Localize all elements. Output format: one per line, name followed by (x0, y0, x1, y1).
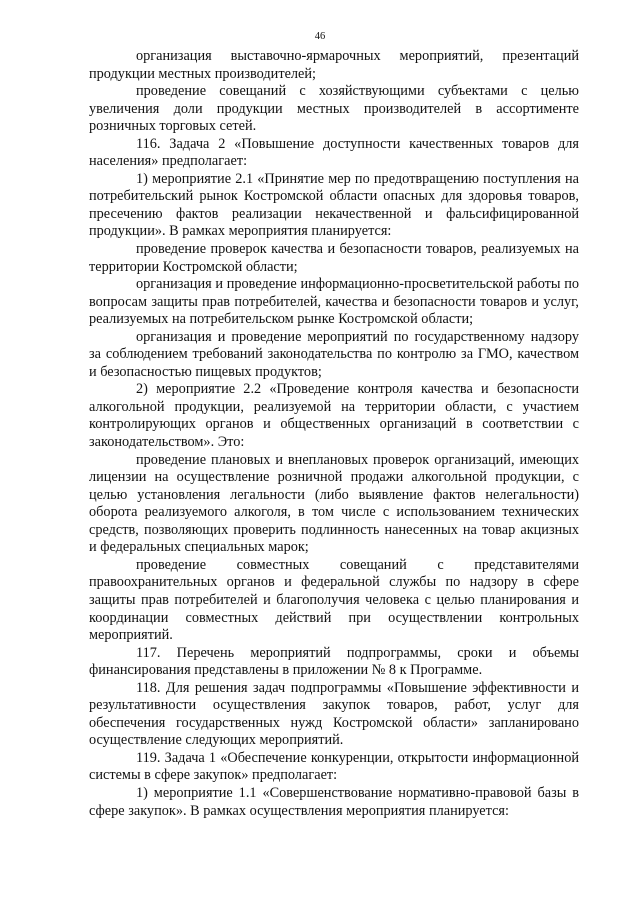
paragraph: 118. Для решения задач подпрограммы «Повышение эффективности и результативности осуществления закупок товаров, работ, услуг для обеспечения государственных нужд Костромской области» запланировано осуществление следующих мероприятий. (89, 679, 579, 749)
document-body (89, 48, 579, 820)
paragraph: проведение совместных совещаний с представителями правоохранительных органов и федеральной службы по надзору в сфере защиты прав потребителей и благополучия человека с целью планирования и координации совместных действий при осуществлении контрольных мероприятий. (89, 556, 579, 644)
paragraph: 116. Задача 2 «Повышение доступности качественных товаров для населения» предполагает: (89, 135, 579, 170)
paragraph: 119. Задача 1 «Обеспечение конкуренции, открытости информационной системы в сфере закупок» предполагает: (89, 749, 579, 784)
paragraph: проведение совещаний с хозяйствующими субъектами с целью увеличения доли продукции местных производителей в ассортименте розничных торговых сетей. (89, 83, 579, 135)
page-number: 46 (314, 31, 326, 42)
paragraph: организация и проведение информационно-просветительской работы по вопросам защиты прав потребителей, качества и безопасности товаров и услуг, реализуемых на потребительском рынке Костромской области; (89, 276, 579, 328)
paragraph: проведение проверок качества и безопасности товаров, реализуемых на территории Костромской области; (89, 241, 579, 275)
paragraph: 2) мероприятие 2.2 «Проведение контроля качества и безопасности алкогольной продукции, реализуемой на территории области, с участием контролирующих органов и общественных организаций в соответствии с законодательством». Это: (89, 381, 579, 451)
paragraph: 117. Перечень мероприятий подпрограммы, сроки и объемы финансирования представлены в приложении № 8 к Программе. (89, 644, 579, 679)
paragraph: 1) мероприятие 2.1 «Принятие мер по предотвращению поступления на потребительский рынок Костромской области опасных для здоровья товаров, пресечению фактов реализации некачественной и фальсифицированной продукции». В рамках мероприятия планируется: (89, 170, 579, 240)
paragraph: 1) мероприятие 1.1 «Совершенствование нормативно-правовой базы в сфере закупок». В рамках осуществления мероприятия планируется: (89, 784, 579, 819)
paragraph: организация выставочно-ярмарочных мероприятий, презентаций продукции местных производителей; (89, 48, 579, 82)
paragraph: проведение плановых и внеплановых проверок организаций, имеющих лицензии на осуществление розничной продажи алкогольной продукции, с целью установления легальности (либо выявление фактов нелегальности) оборота реализуемого алкоголя, в том числе с использованием технических средств, позволяющих проверить подлинность нанесенных на товар акцизных и федеральных специальных марок; (89, 451, 579, 556)
paragraph: организация и проведение мероприятий по государственному надзору за соблюдением требований законодательства по контролю за ГМО, качеством и безопасностью пищевых продуктов; (89, 328, 579, 380)
